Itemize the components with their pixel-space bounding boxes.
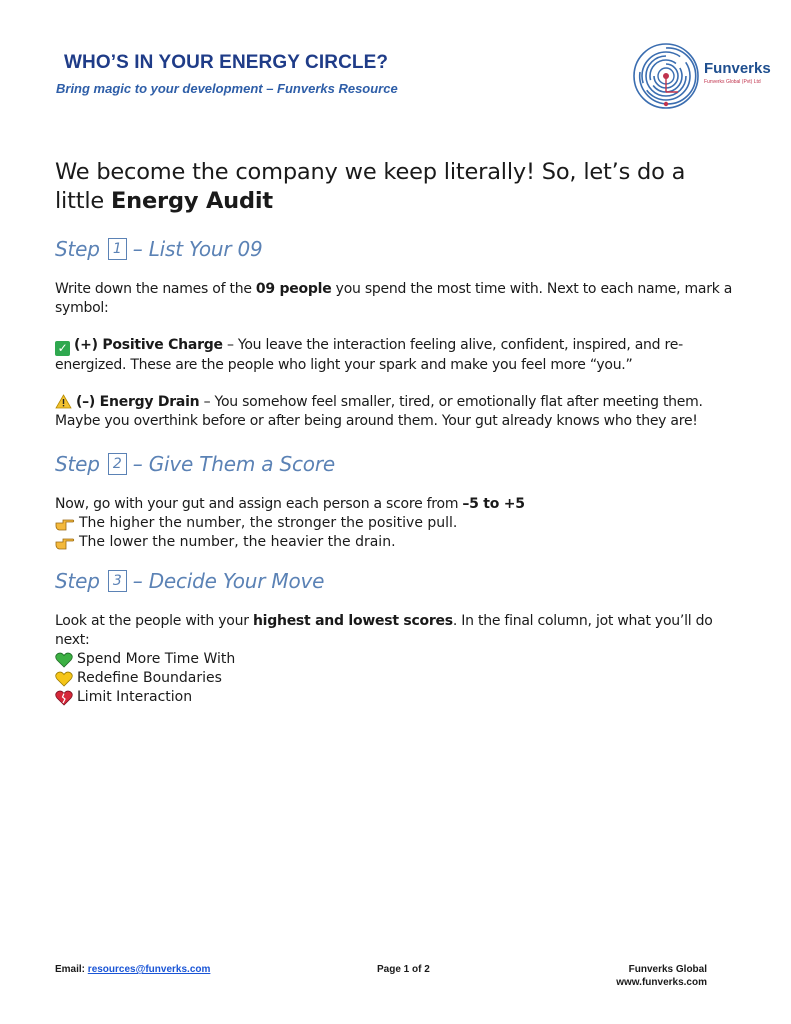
score-point-lower: The lower the number, the heavier the drain. (55, 533, 735, 552)
pointing-hand-icon (55, 517, 75, 531)
green-heart-icon (55, 652, 73, 668)
maze-logo-icon (632, 42, 700, 110)
footer-website: www.funverks.com (616, 977, 707, 988)
yellow-heart-icon (55, 671, 73, 687)
intro-bold: Energy Audit (111, 188, 273, 214)
logo-wordmark: Funverks (704, 60, 771, 77)
broken-heart-icon (55, 690, 73, 706)
intro-heading: We become the company we keep literally! So, let’s do a little Energy Audit (55, 159, 686, 214)
footer-org-name: Funverks Global (628, 964, 707, 975)
footer-page-number: Page 1 of 2 (377, 964, 430, 975)
email-link[interactable]: resources@funverks.com (87, 964, 211, 975)
step-2-heading: Step 2 – Give Them a Score (55, 451, 335, 476)
document-title: WHO’S IN YOUR ENERGY CIRCLE? (64, 52, 389, 73)
step-2-number: 2 (108, 453, 127, 475)
logo-tagline: Funverks Global (Pvt) Ltd (704, 79, 761, 85)
score-point-higher: The higher the number, the stronger the positive pull. (55, 514, 735, 533)
footer-email: Email: resources@funverks.com (55, 964, 211, 975)
main-content (55, 158, 735, 707)
step-1-heading: Step 1 – List Your 09 (55, 236, 263, 261)
step-1-number: 1 (108, 238, 127, 260)
footer-org (600, 963, 707, 989)
funverks-logo (632, 40, 782, 112)
option-spend-more-time: Spend More Time With (55, 650, 735, 669)
warning-icon (55, 394, 72, 409)
step-3-number: 3 (108, 570, 127, 592)
energy-drain-item: (–) Energy Drain – You somehow feel smaller, tired, or emotionally flat after meeting them. Maybe you overthink before or after being around them. Your gut already knows who they are! (55, 394, 703, 429)
document-subtitle: Bring magic to your development – Funverks Resource (56, 81, 398, 96)
step-3-heading: Step 3 – Decide Your Move (55, 568, 325, 593)
step-3-instructions: Look at the people with your highest and lowest scores. In the final column, jot what you’ll do next: (55, 613, 713, 648)
positive-charge-item: ✓ (+) Positive Charge – You leave the interaction feeling alive, confident, inspired, and re-energized. These are the people who light your spark and make you feel more “you.” (55, 337, 683, 373)
option-redefine-boundaries: Redefine Boundaries (55, 669, 735, 688)
check-mark-button-icon: ✓ (55, 341, 70, 356)
step-2-instructions: Now, go with your gut and assign each person a score from –5 to +5 (55, 496, 525, 512)
step-1-instructions: Write down the names of the 09 people you spend the most time with. Next to each name, mark a symbol: (55, 281, 733, 316)
pointing-hand-icon (55, 536, 75, 550)
option-limit-interaction: Limit Interaction (55, 688, 735, 707)
